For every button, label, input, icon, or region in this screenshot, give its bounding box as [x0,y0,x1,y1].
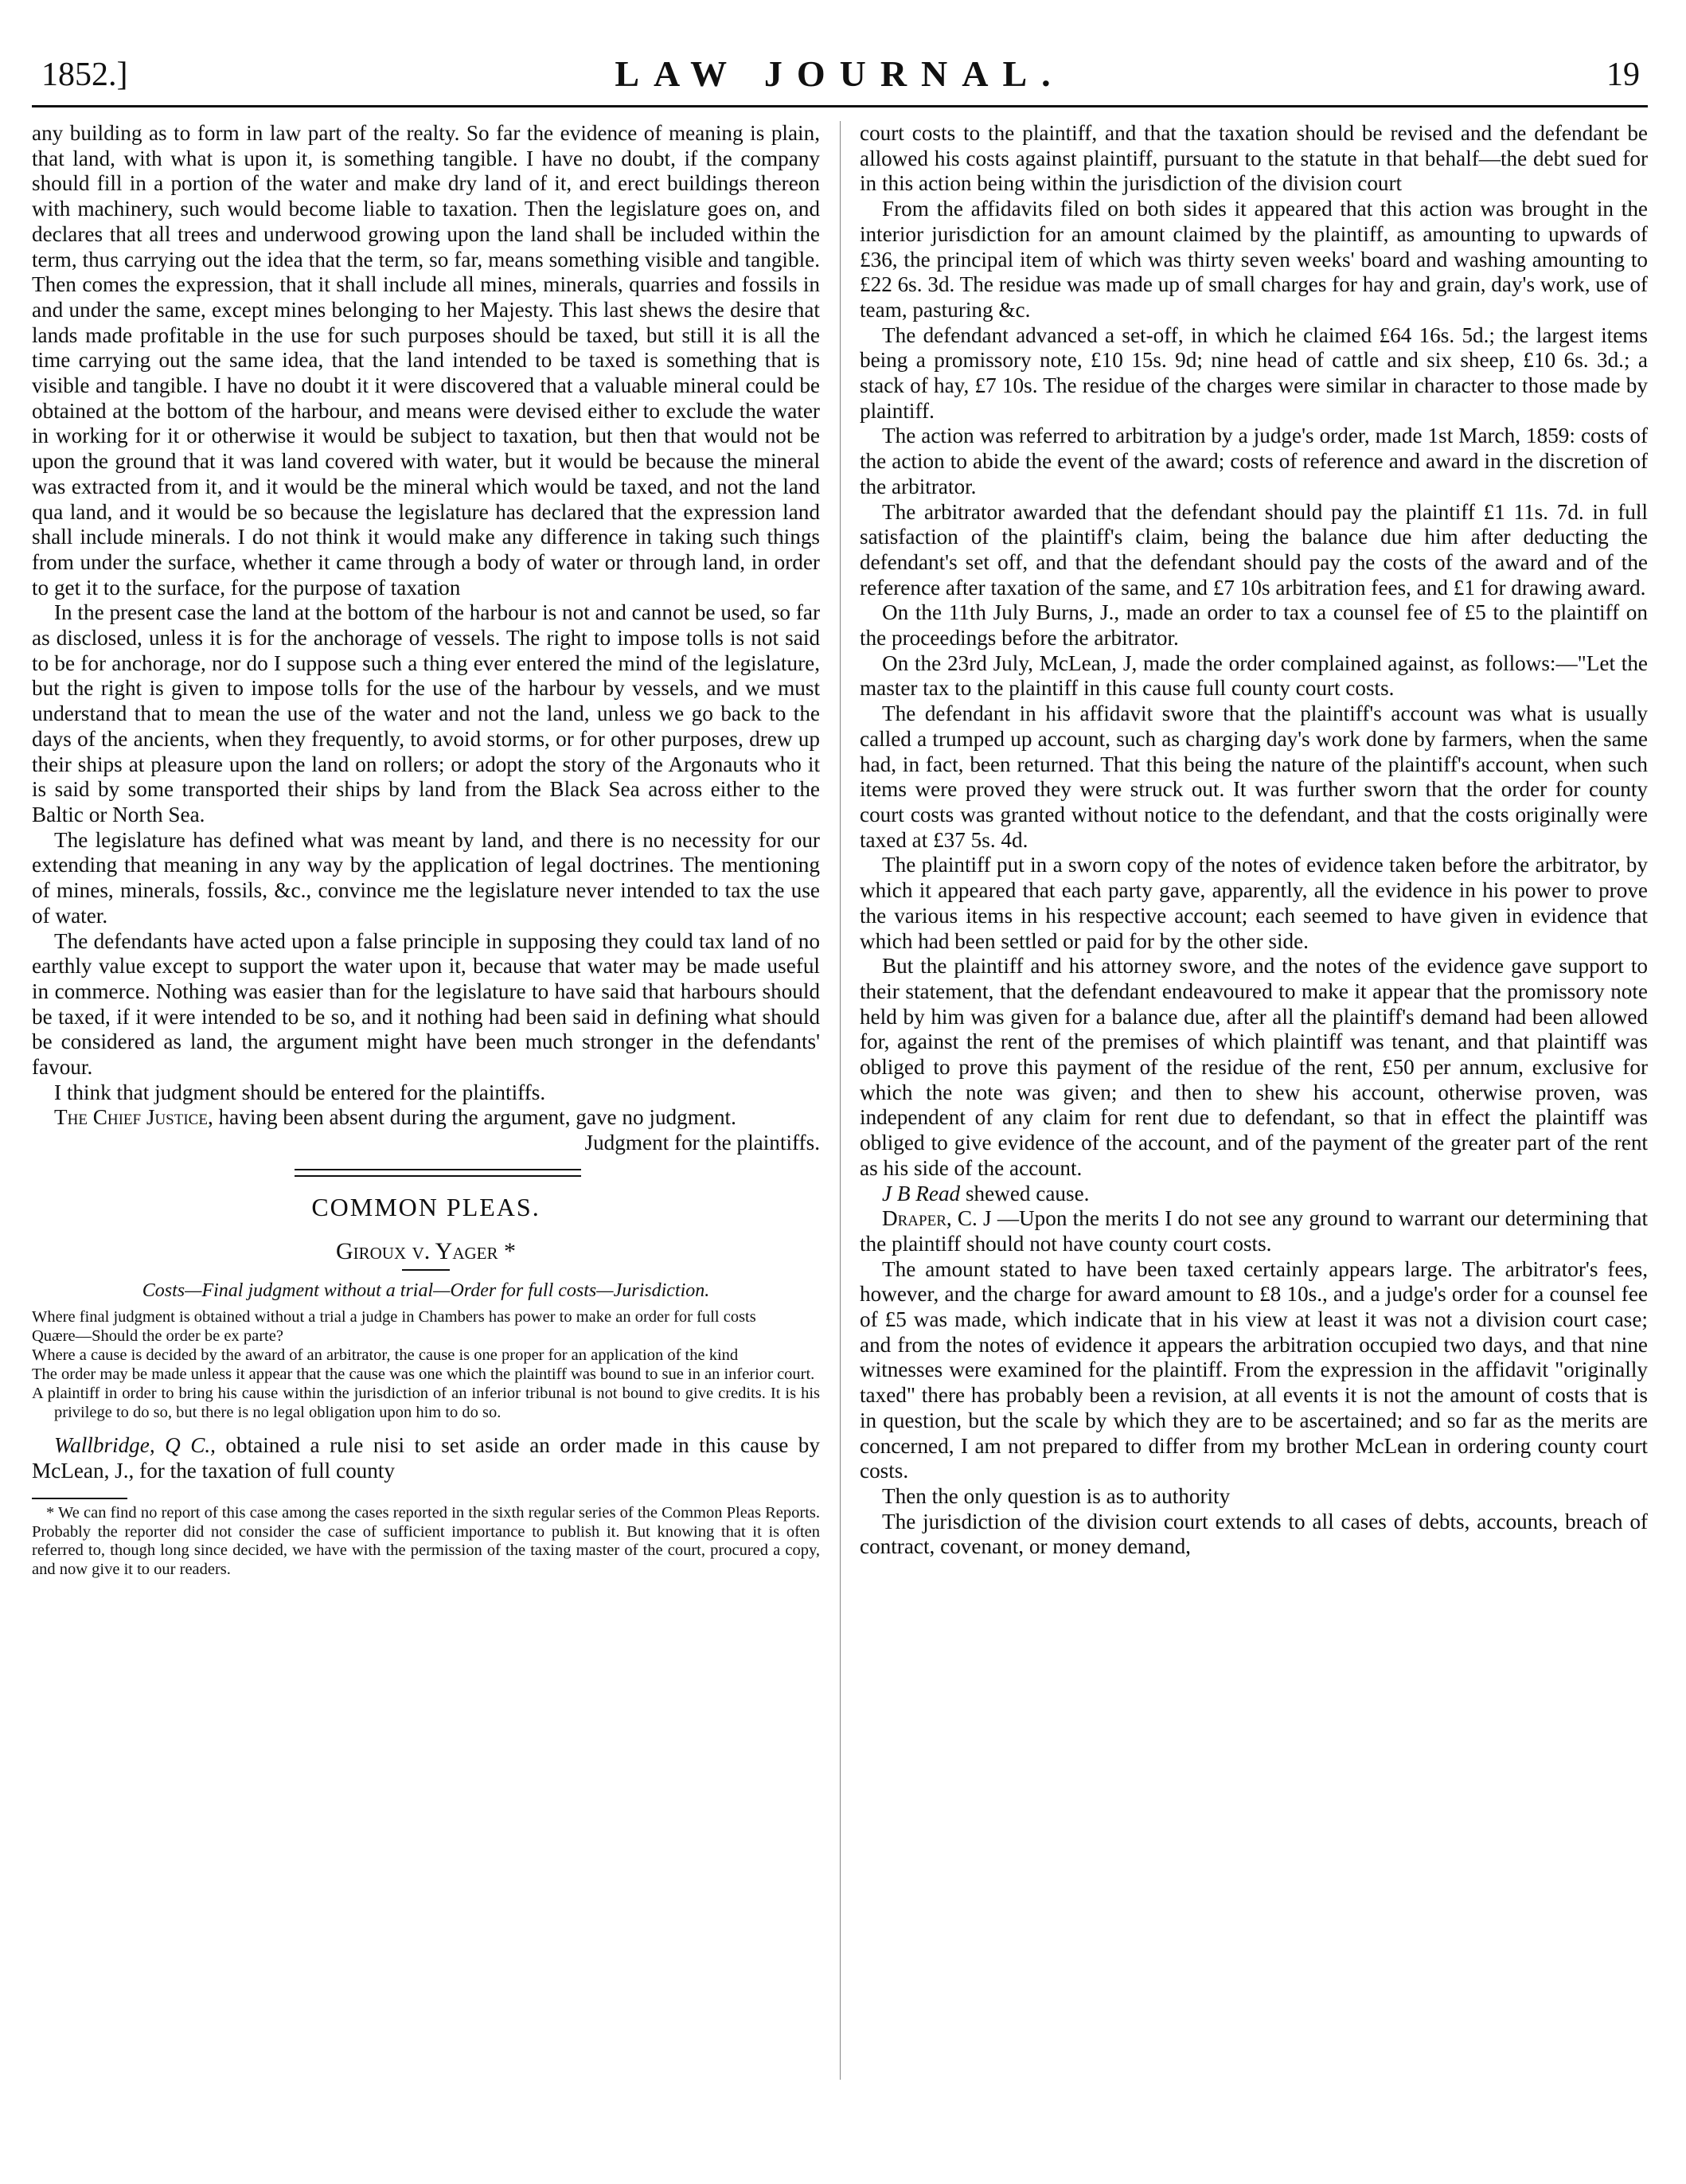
headnote-item: Where a cause is decided by the award of an arbitrator, the cause is one proper for an application of the kind [32,1346,739,1364]
paragraph: The defendants have acted upon a false principle in supposing they could tax land of no earthly value except to support the water upon it, because that water may be made useful in commerce. Nothing was easier than for the legislature to have said that harbours should be taxed, if it were intended to be so, and it nothing had been said in defining what should be considered as land, the argument might have been much stronger in the defendants' favour. [32,928,820,1080]
right-column [860,121,1648,1560]
judgment-line: Judgment for the plaintiffs. [584,1131,820,1155]
headnote-item: A plaintiff in order to bring his cause within the jurisdiction of an inferior tribunal is not bound to give credits. It is his privilege to do so, but there is no legal obligation upon him to do so. [32,1384,820,1421]
paragraph: The defendant advanced a set-off, in which he claimed £64 16s. 5d.; the largest items being a promissory note, £10 15s. 9d; nine head of cattle and six sheep, £10 6s. 3d.; a stack of hay, £7 10s. The residue of the charges were similar in character to those made by plaintiff. [860,322,1648,423]
headnote-item: The order may be made unless it appear that the cause was one which the plaintiff was bound to sue in an inferior court. [32,1365,815,1383]
header-year: 1852.] [41,57,128,93]
case-rule [402,1269,450,1271]
left-column [32,121,820,1579]
paragraph: In the present case the land at the bottom of the harbour is not and cannot be used, so far as disclosed, unless it is for the anchorage of vessels. The right to impose tolls is not said to be for anchorage, nor do I suppose such a thing ever entered the mind of the legislature, but the right is given to impose tolls for the use of the harbour by vessels, and we must understand that to mean the use of the water and not the land, unless we go back to the days of the ancients, when they frequently, to avoid storms, or for other purposes, drew up their ships at pleasure upon the land on rollers; or adopt the story of the Argonauts who it is said by some transported their ships by land from the Black Sea across either to the Baltic or North Sea. [32,600,820,826]
headnotes [32,1307,820,1422]
section-title: COMMON PLEAS. [311,1192,541,1221]
paragraph-text: having been absent during the argument, gave no judgment. [213,1105,736,1130]
paragraph: The plaintiff put in a sworn copy of the notes of evidence taken before the arbitrator, by which it appeared that each party gave, apparently, all the evidence in his power to prove the various items in his respective account; each seemed to have given in evidence that which had been settled or paid for by the other side. [860,853,1648,953]
judge-name: Draper, C. J [882,1206,992,1231]
paragraph [860,1206,1648,1256]
paragraph: The amount stated to have been taxed certainly appears large. The arbitrator's fees, however, and the charge for award amount to £8 10s., and a judge's order for a counsel fee of £5 was made, which indicate that in his view at least it was not a division court case; and from the notes of evidence it appears the arbitration occupied two days, and that nine witnesses were examined for the plaintiff. From the expression in the affidavit "originally taxed" there has probably been a revision, at all events it is not the amount of costs that is in question, but the scale by which they are to be ascertained; and so far as the merits are concerned, I am not prepared to differ from my brother McLean in ordering county court costs. [860,1256,1648,1483]
paragraph: The defendant in his affidavit swore that the plaintiff's account was what is usually called a trumped up account, such as charging day's work done by farmers, when the same had, in fact, been returned. That this being the nature of the plaintiff's account, when such items were proved they were struck out. It was further sworn that the order for county court costs was granted without notice to the defendant, and that the costs originally were taxed at £37 5s. 4d. [860,701,1648,852]
counsel-name: Wallbridge, Q C., [54,1432,216,1457]
page-header [32,41,1648,107]
headnote-title: Costs—Final judgment without a trial—Order for full costs—Jurisdiction. [142,1280,710,1301]
paragraph: any building as to form in law part of the realty. So far the evidence of meaning is plain, that land, with what is upon it, is something tangible. I have no doubt, if the company should fill in a portion of the water and make dry land of it, and erect buildings thereon with machinery, such would become liable to taxation. Then the legislature goes on, and declares that all trees and underwood growing upon the land shall be included within the term, thus carrying out the idea that the term, so far, means something visible and tangible. Then comes the expression, that it shall include all mines, minerals, quarries and fossils in and under the same, except mines belonging to her Majesty. This last shews the desire that lands made profitable in the use for such purposes should be taxed, but still it is all the time carrying out the same idea, that the land intended to be taxed is something that is visible and tangible. I have no doubt it it were discovered that a valuable mineral could be obtained at the bottom of the harbour, and means were devised either to exclude the water in working for it or otherwise it would be subject to taxation, but then that would not be upon the ground that it was land covered with water, but it would be because the mineral was extracted from it, and it would be the mineral which would be taxed, and not the land qua land, and it would be so because the legislature has declared that the expression land shall include minerals. I do not think it would make any difference in taking such things from under the surface, whether it came through a body of water or through land, in order to get it to the surface, for the purpose of taxation [32,121,820,600]
paragraph: Then the only question is as to authority [882,1483,1231,1508]
paragraph: From the affidavits filed on both sides it appeared that this action was brought in the interior jurisdiction for an amount claimed by the plaintiff, as amounting to upwards of £36, the principal item of which was thirty seven weeks' board and washing amounting to £22 6s. 3d. The residue was made up of small charges for hay and grain, day's work, use of team, pasturing &c. [860,197,1648,322]
chief-justice-name: The Chief Justice, [54,1105,213,1130]
paragraph: On the 23rd July, McLean, J, made the order complained against, as follows:—"Let the master tax to the plaintiff in this cause full county court costs. [860,651,1648,701]
page-number: 19 [1606,57,1640,93]
paragraph [860,1182,1648,1207]
paragraph-text: shewed cause. [960,1181,1090,1205]
paragraph: The arbitrator awarded that the defendant should pay the plaintiff £1 11s. 7d. in full satisfaction of the plaintiff's claim, being the balance due him after deducting the defendant's set off, and that the defendant should pay the costs of the award and of the reference after taxation of the same, and £7 10s arbitration fees, and £1 for drawing award. [860,499,1648,600]
footnote-text: * We can find no report of this case among the cases reported in the sixth regular series of the Common Pleas Reports. Probably the reporter did not consider the case of sufficient importance to publish it. But knowing that it is often referred to, though long since decided, we have with the permission of the taxing master of the court, procured a copy, and now give it to our readers. [32,1504,820,1578]
paragraph: The action was referred to arbitration by a judge's order, made 1st March, 1859: costs of the action to abide the event of the award; costs of reference and award in the discretion of the arbitrator. [860,424,1648,498]
paragraph: The legislature has defined what was meant by land, and there is no necessity for our extending that meaning in any way by the application of legal doctrines. The mentioning of mines, minerals, fossils, &c., convince me the legislature never intended to tax the use of water. [32,827,820,928]
paragraph: But the plaintiff and his attorney swore, and the notes of the evidence gave support to their statement, that the defendant endeavoured to make it appear that the promissory note held by him was given for a balance due, after all the plaintiff's demand had been allowed for, against the rent of the premises of which plaintiff was tenant, and that plaintiff was obliged to prove this payment of the residue of the rent, £50 per annum, exclusive for which the note was given; and then to shew his account, otherwise proven, was independent of any claim for rent due to defendant, so that in effect the plaintiff was obliged to give evidence of the account, and of the payment of the greater part of the rent as his side of the account. [860,954,1648,1180]
paragraph: I think that judgment should be entered for the plaintiffs. [54,1080,546,1104]
footnote [32,1504,820,1579]
paragraph: On the 11th July Burns, J., made an order to tax a counsel fee of £5 to the plaintiff on the proceedings before the arbitrator. [860,600,1648,651]
paragraph: court costs to the plaintiff, and that the taxation should be revised and the defendant be allowed his costs against plaintiff, pursuant to the statute in that behalf—the debt sued for in this action being within the jurisdiction of the division court [860,121,1648,196]
paragraph: The jurisdiction of the division court extends to all cases of debts, accounts, breach of contract, covenant, or money demand, [860,1509,1648,1559]
headnote-item: Quære—Should the order be ex parte? [32,1326,283,1345]
section-divider [32,1161,820,1185]
paragraph-text: —Upon the merits I do not see any ground to warrant our determining that the plaintiff should not have county court costs. [860,1206,1648,1256]
paragraph-text: obtained a rule nisi to set aside an order made in this cause by McLean, J., for the taxation of full county [32,1432,820,1483]
footnote-rule [32,1498,127,1499]
column-divider [840,121,841,2080]
paragraph [32,1105,820,1131]
headnote-item: Where final judgment is obtained without a trial a judge in Chambers has power to make an order for full costs [32,1307,756,1326]
counsel-name: J B Read [882,1181,961,1205]
header-title: LAW JOURNAL. [615,53,1065,94]
paragraph [32,1433,820,1483]
case-title: Giroux v. Yager * [335,1237,517,1264]
